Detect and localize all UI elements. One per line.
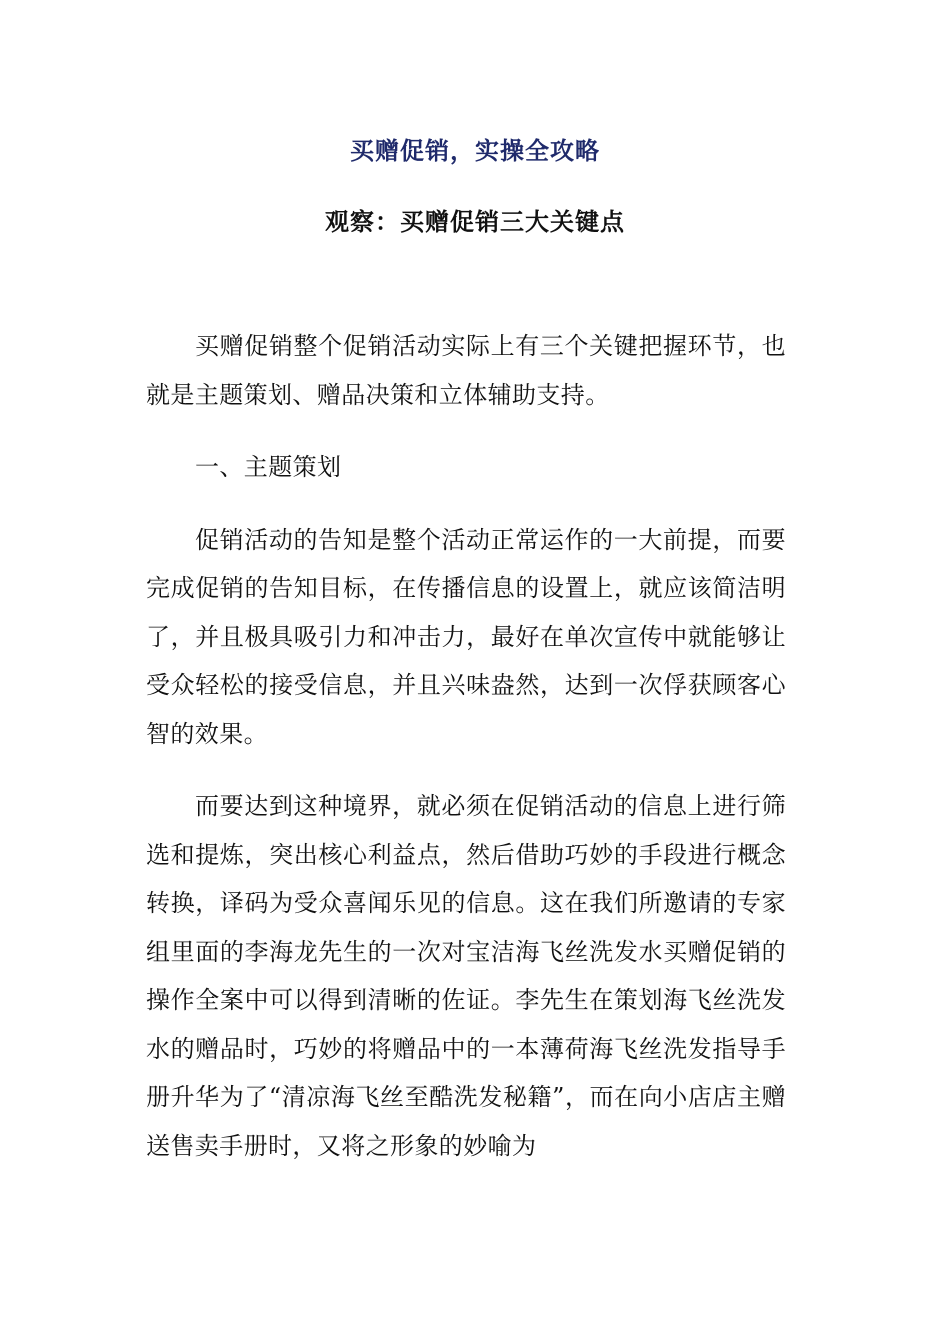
paragraph-promotion-notice: 促销活动的告知是整个活动正常运作的一大前提，而要完成促销的告知目标，在传播信息的设置上，就应该简洁明了，并且极具吸引力和冲击力，最好在单次宣传中就能够让受众轻松的接受信息，并且兴味盎然，达到一次俘获顾客心智的效果。 — [146, 525, 786, 748]
document-subtitle: 观察：买赠促销三大关键点 — [325, 207, 625, 236]
document-body — [146, 322, 786, 1194]
paragraph-case-study: 而要达到这种境界，就必须在促销活动的信息上进行筛选和提炼，突出核心利益点，然后借助巧妙的手段进行概念转换，译码为受众喜闻乐见的信息。这在我们所邀请的专家组里面的李海龙先生的一次对宝洁海飞丝洗发水买赠促销的操作全案中可以得到清晰的佐证。李先生在策划海飞丝洗发水的赠品时，巧妙的将赠品中的一本薄荷海飞丝洗发指导手册升华为了“清凉海飞丝至酷洗发秘籍”，而在向小店店主赠送售卖手册时，又将之形象的妙喻为 — [146, 792, 786, 1160]
section-heading-theme-planning: 一、主题策划 — [195, 453, 342, 481]
document-title: 买赠促销，实操全攻略 — [350, 136, 600, 165]
paragraph-intro: 买赠促销整个促销活动实际上有三个关键把握环节，也就是主题策划、赠品决策和立体辅助支持。 — [146, 332, 786, 409]
